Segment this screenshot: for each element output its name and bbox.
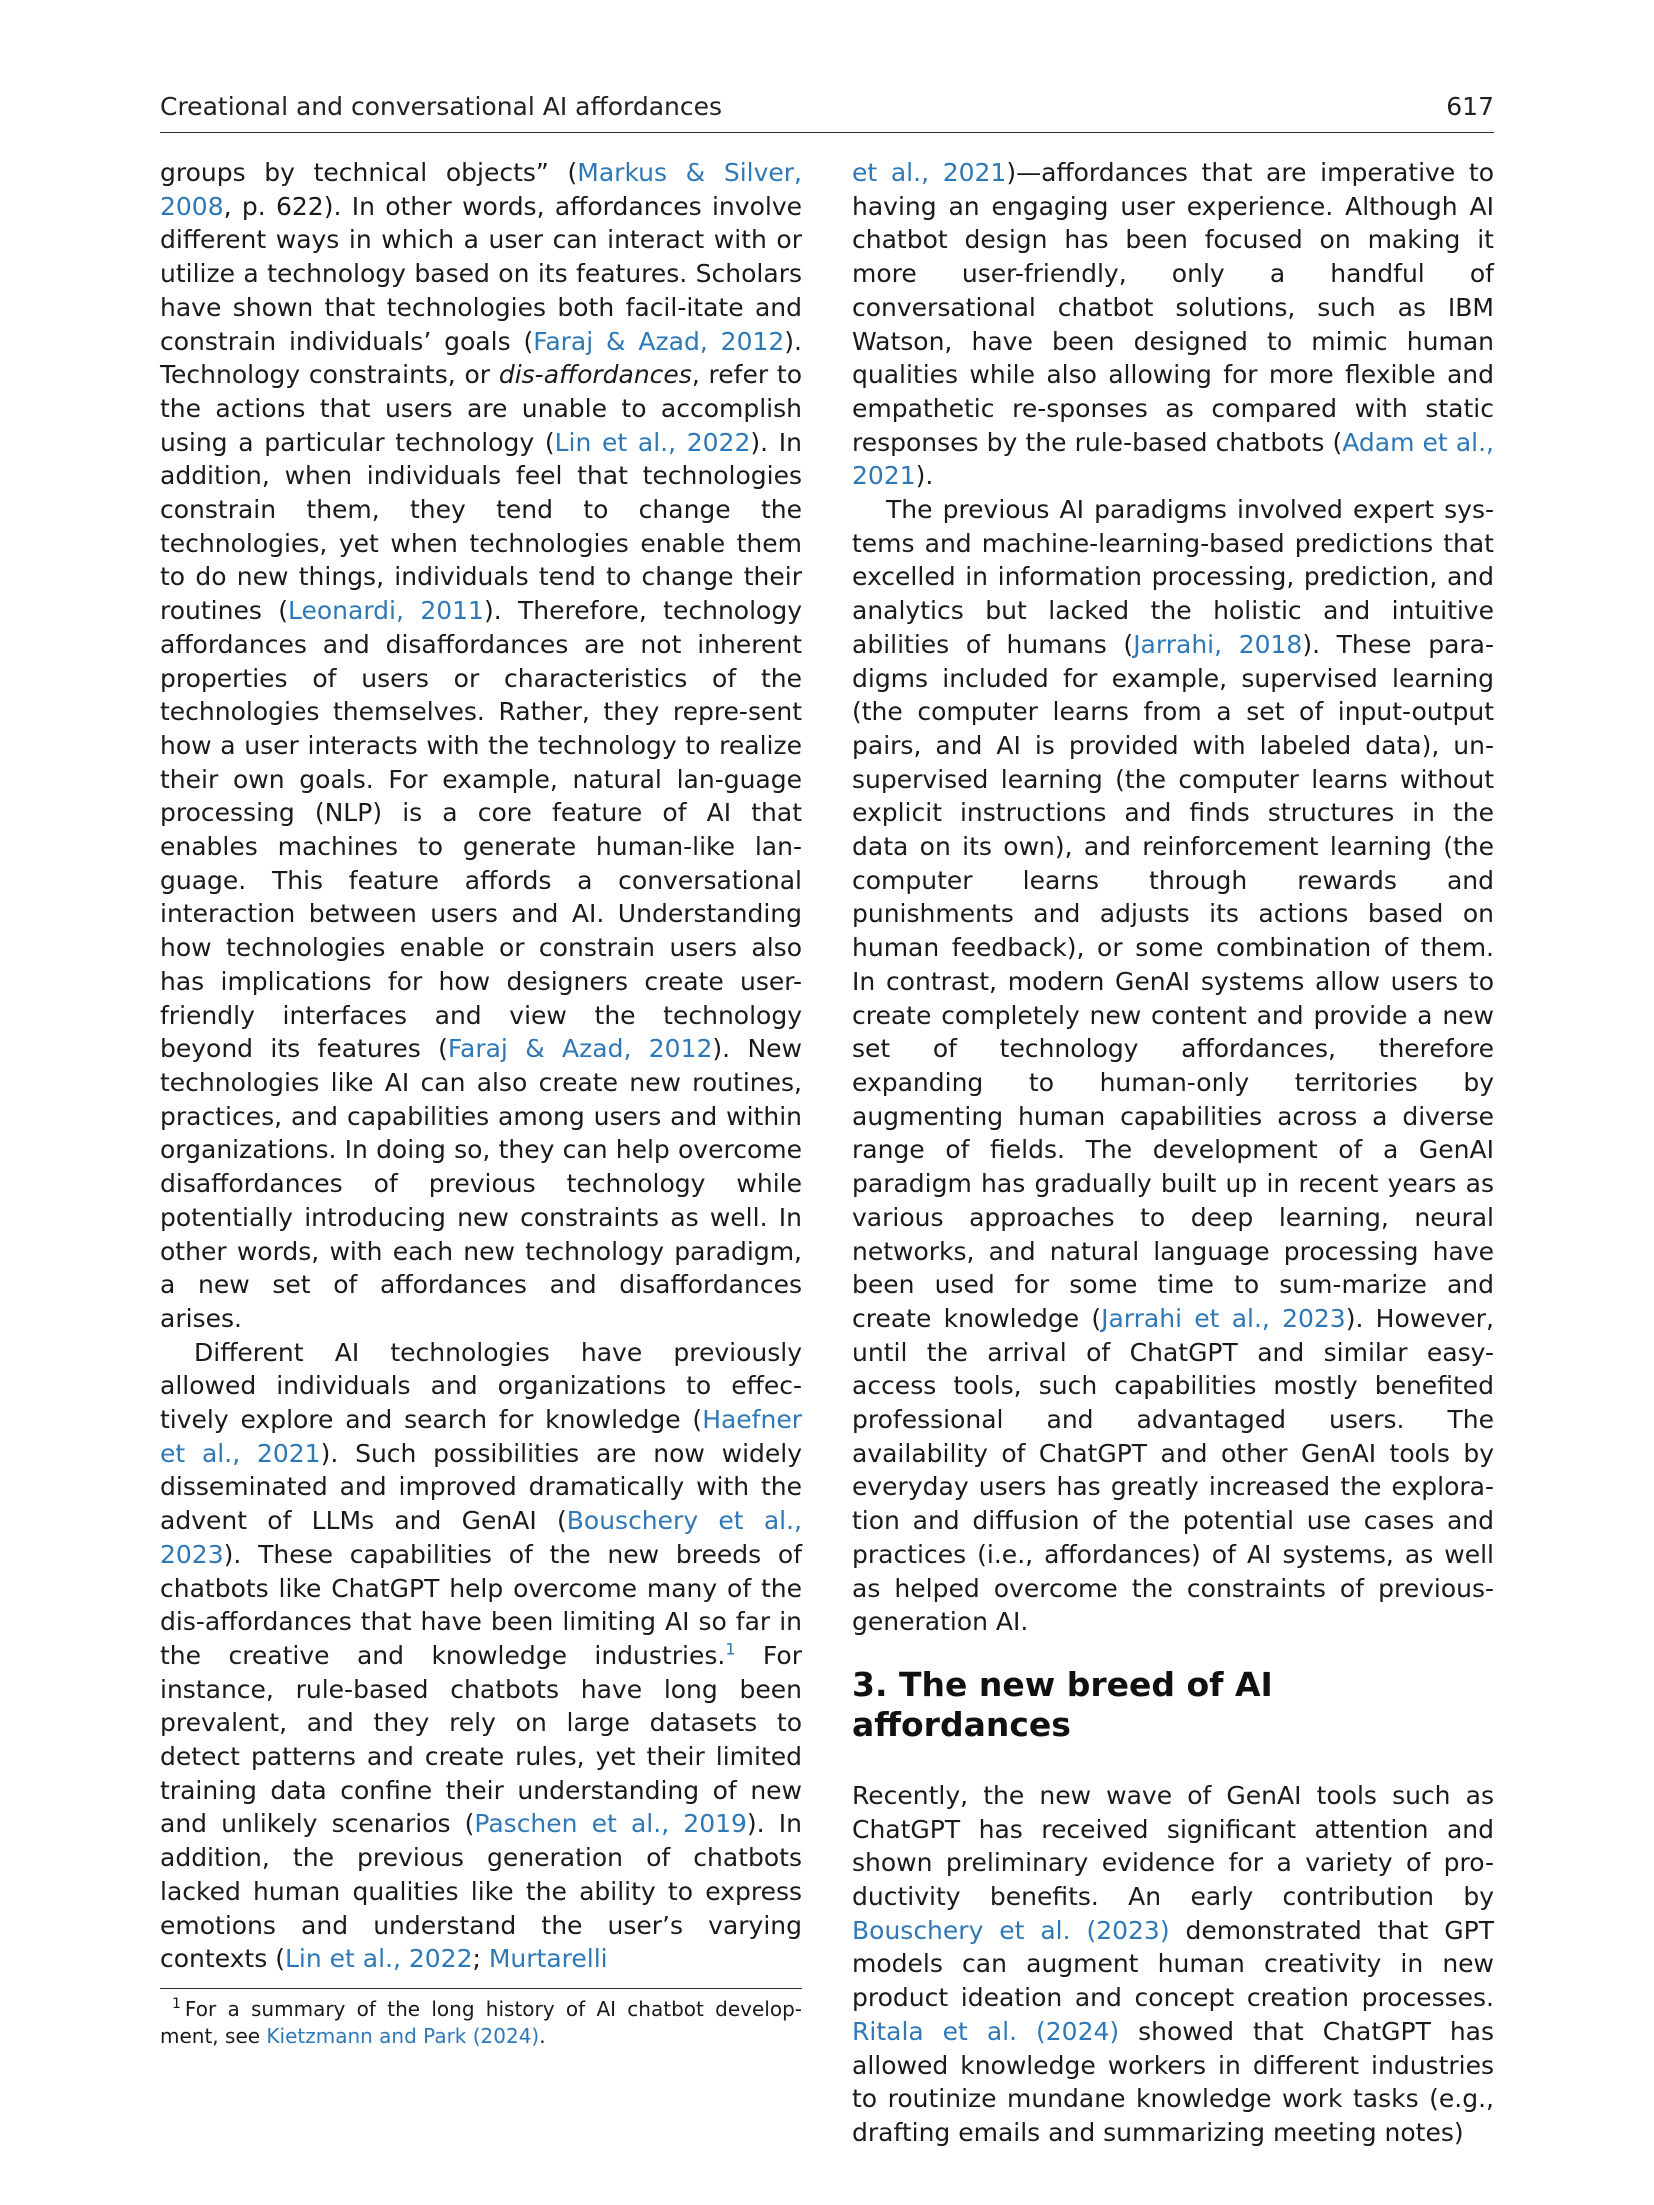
text: , p. 622). In other words, affordances involve different ways in which a user can interact with or utilize a technology based on its features. Scholars have shown that technologies both facil-itate and constrain individuals’ goals ( [160,191,802,356]
citation-link[interactable]: Leonardi, 2011 [288,596,484,626]
paragraph [852,156,1494,493]
text: The previous AI paradigms involved expert sys-tems and machine-learning-based predictions that excelled in information processing, prediction, and analytics but lacked the holistic and intuitive abilities of humans ( [852,495,1494,659]
text: ). These para-digms included for example, supervised learning (the computer learns from a set of input-output pairs, and AI is provided with labeled data), un-supervised learning (the computer learns without explicit instructions and finds structures in the data on its own), and reinforcement learning (the computer learns through rewards and punishments and adjusts its actions based on human feedback), or some combination of them. In contrast, modern GenAI systems allow users to create completely new content and provide a new set of technology affordances, therefore expanding to human-only territories by augmenting human capabilities across a diverse range of fields. The development of a GenAI paradigm has gradually built up in recent years as various approaches to deep learning, neural networks, and natural language processing have been used for some time to sum-marize and create knowledge ( [852,629,1495,1333]
text: ). Such possibilities are now widely disseminated and improved dramatically with the advent of LLMs and GenAI ( [160,1438,802,1536]
citation-link[interactable]: Haefner et al., 2021 [160,1405,802,1468]
text: ). New technologies like AI can also create new routines, practices, and capabilities among users and within organizations. In doing so, they can help overcome disaffordances of previous technology while potentially introducing new constraints as well. In other words, with each new technology paradigm, a new set of affordances and disaffordances arises. [160,1034,802,1333]
citation-link[interactable]: Jarrahi et al., 2023 [1101,1303,1346,1333]
text: demonstrated that GPT models can augment human creativity in new product ideation and concept creation processes. [852,1915,1494,2013]
page-number: 617 [1446,92,1494,121]
footnote [160,1996,802,2050]
citation-link[interactable]: Lin et al., 2022 [554,427,751,457]
citation-link[interactable]: Markus & Silver, 2008 [160,158,802,221]
text: ). However, until the arrival of ChatGPT and similar easy-access tools, such capabilities mostly benefited professional and advantaged users. The availability of ChatGPT and other GenAI tools by everyday users has greatly increased the explora-tion and diffusion of the potential use cases and practices (i.e., affordances) of AI systems, as well as helped overcome the constraints of previous-generation AI. [852,1303,1494,1637]
footnote-divider [160,1988,802,1989]
citation-link[interactable]: Faraj & Azad, 2012 [447,1034,713,1064]
text: Recently, the new wave of GenAI tools such as ChatGPT has received significant attention and shown preliminary evidence for a variety of pro-ductivity benefits. An early contribution by [852,1780,1494,1912]
paragraph [852,493,1494,1639]
text: For instance, rule-based chatbots have long been prevalent, and they rely on large datasets to detect patterns and create rules, yet their limited training data confine their understanding of new and unlikely scenarios ( [160,1640,802,1839]
paragraph [160,156,802,1336]
running-title: Creational and conversational AI affordances [160,92,723,121]
right-column [852,156,1494,2150]
citation-link[interactable]: Faraj & Azad, 2012 [533,326,785,356]
text: ; [472,1944,489,1974]
text: ). Therefore, technology affordances and disaffordances are not inherent properties of users or characteristics of the technologies themselves. Rather, they repre-sent how a user interacts with the technology to realize their own goals. For example, natural lan-guage processing (NLP) is a core feature of AI that enables machines to generate human-like lan-guage. This feature affords a conversational interaction between users and AI. Understanding how technologies enable or constrain users also has implications for how designers create user-friendly interfaces and view the technology beyond its features ( [160,596,802,1064]
text: , refer to the actions that users are unable to accomplish using a particular technology ( [160,360,803,457]
paragraph [160,1336,802,1976]
citation-link[interactable]: Paschen et al., 2019 [474,1809,747,1839]
citation-link[interactable]: Kietzmann and Park (2024) [266,2024,540,2048]
citation-link[interactable]: et al., 2021 [852,158,1007,187]
text: ). Technology constraints, or [160,326,802,390]
emphasis-text: dis-affordances [498,360,692,390]
citation-link[interactable]: Lin et al., 2022 [284,1944,473,1974]
citation-link[interactable]: Adam et al., 2021 [852,427,1494,491]
text: For a summary of the long history of AI chatbot develop-ment, see [160,1997,802,2048]
text: Different AI technologies have previously allowed individuals and organizations to effec-tively explore and search for knowledge ( [160,1337,802,1435]
running-header [160,88,1494,133]
text: . [539,2024,546,2048]
citation-link[interactable]: Jarrahi, 2018 [1133,629,1303,659]
citation-link[interactable]: Bouschery et al., 2023 [160,1506,802,1569]
text: ). In addition, the previous generation of chatbots lacked human qualities like the ability to express emotions and understand the user’s varying contexts ( [160,1809,802,1974]
text: )—affordances that are imperative to having an engaging user experience. Although AI chatbot design has been focused on making it more user-friendly, only a handful of conversational chatbot solutions, such as IBM Watson, have been designed to mimic human qualities while also allowing for more flexible and empathetic re-sponses as compared with static responses by the rule-based chatbots ( [852,158,1494,457]
text: ). [915,461,934,491]
text: groups by technical objects” ( [160,158,578,187]
footnote-number: 1 [172,1996,181,2013]
text: ). In addition, when individuals feel that technologies constrain them, they tend to change the technologies, yet when technologies enable them to do new things, individuals tend to change their routines ( [160,427,802,626]
left-column [160,156,802,1976]
citation-link[interactable]: Ritala et al. (2024) [852,2016,1120,2046]
text: showed that ChatGPT has allowed knowledge workers in different industries to routinize mundane knowledge work tasks (e.g., drafting emails and summarizing meeting notes) [852,2016,1495,2147]
citation-link[interactable]: Murtarelli [488,1944,608,1974]
text: ). These capabilities of the new breeds of chatbots like ChatGPT help overcome many of the dis-affordances that have been limiting AI so far in the creative and knowledge industries. [160,1539,802,1670]
citation-link[interactable]: Bouschery et al. (2023) [852,1915,1170,1945]
footnote-marker[interactable]: 1 [725,1639,736,1659]
paragraph [852,1779,1494,2150]
section-heading: 3. The new breed of AI affordances [852,1664,1273,1744]
